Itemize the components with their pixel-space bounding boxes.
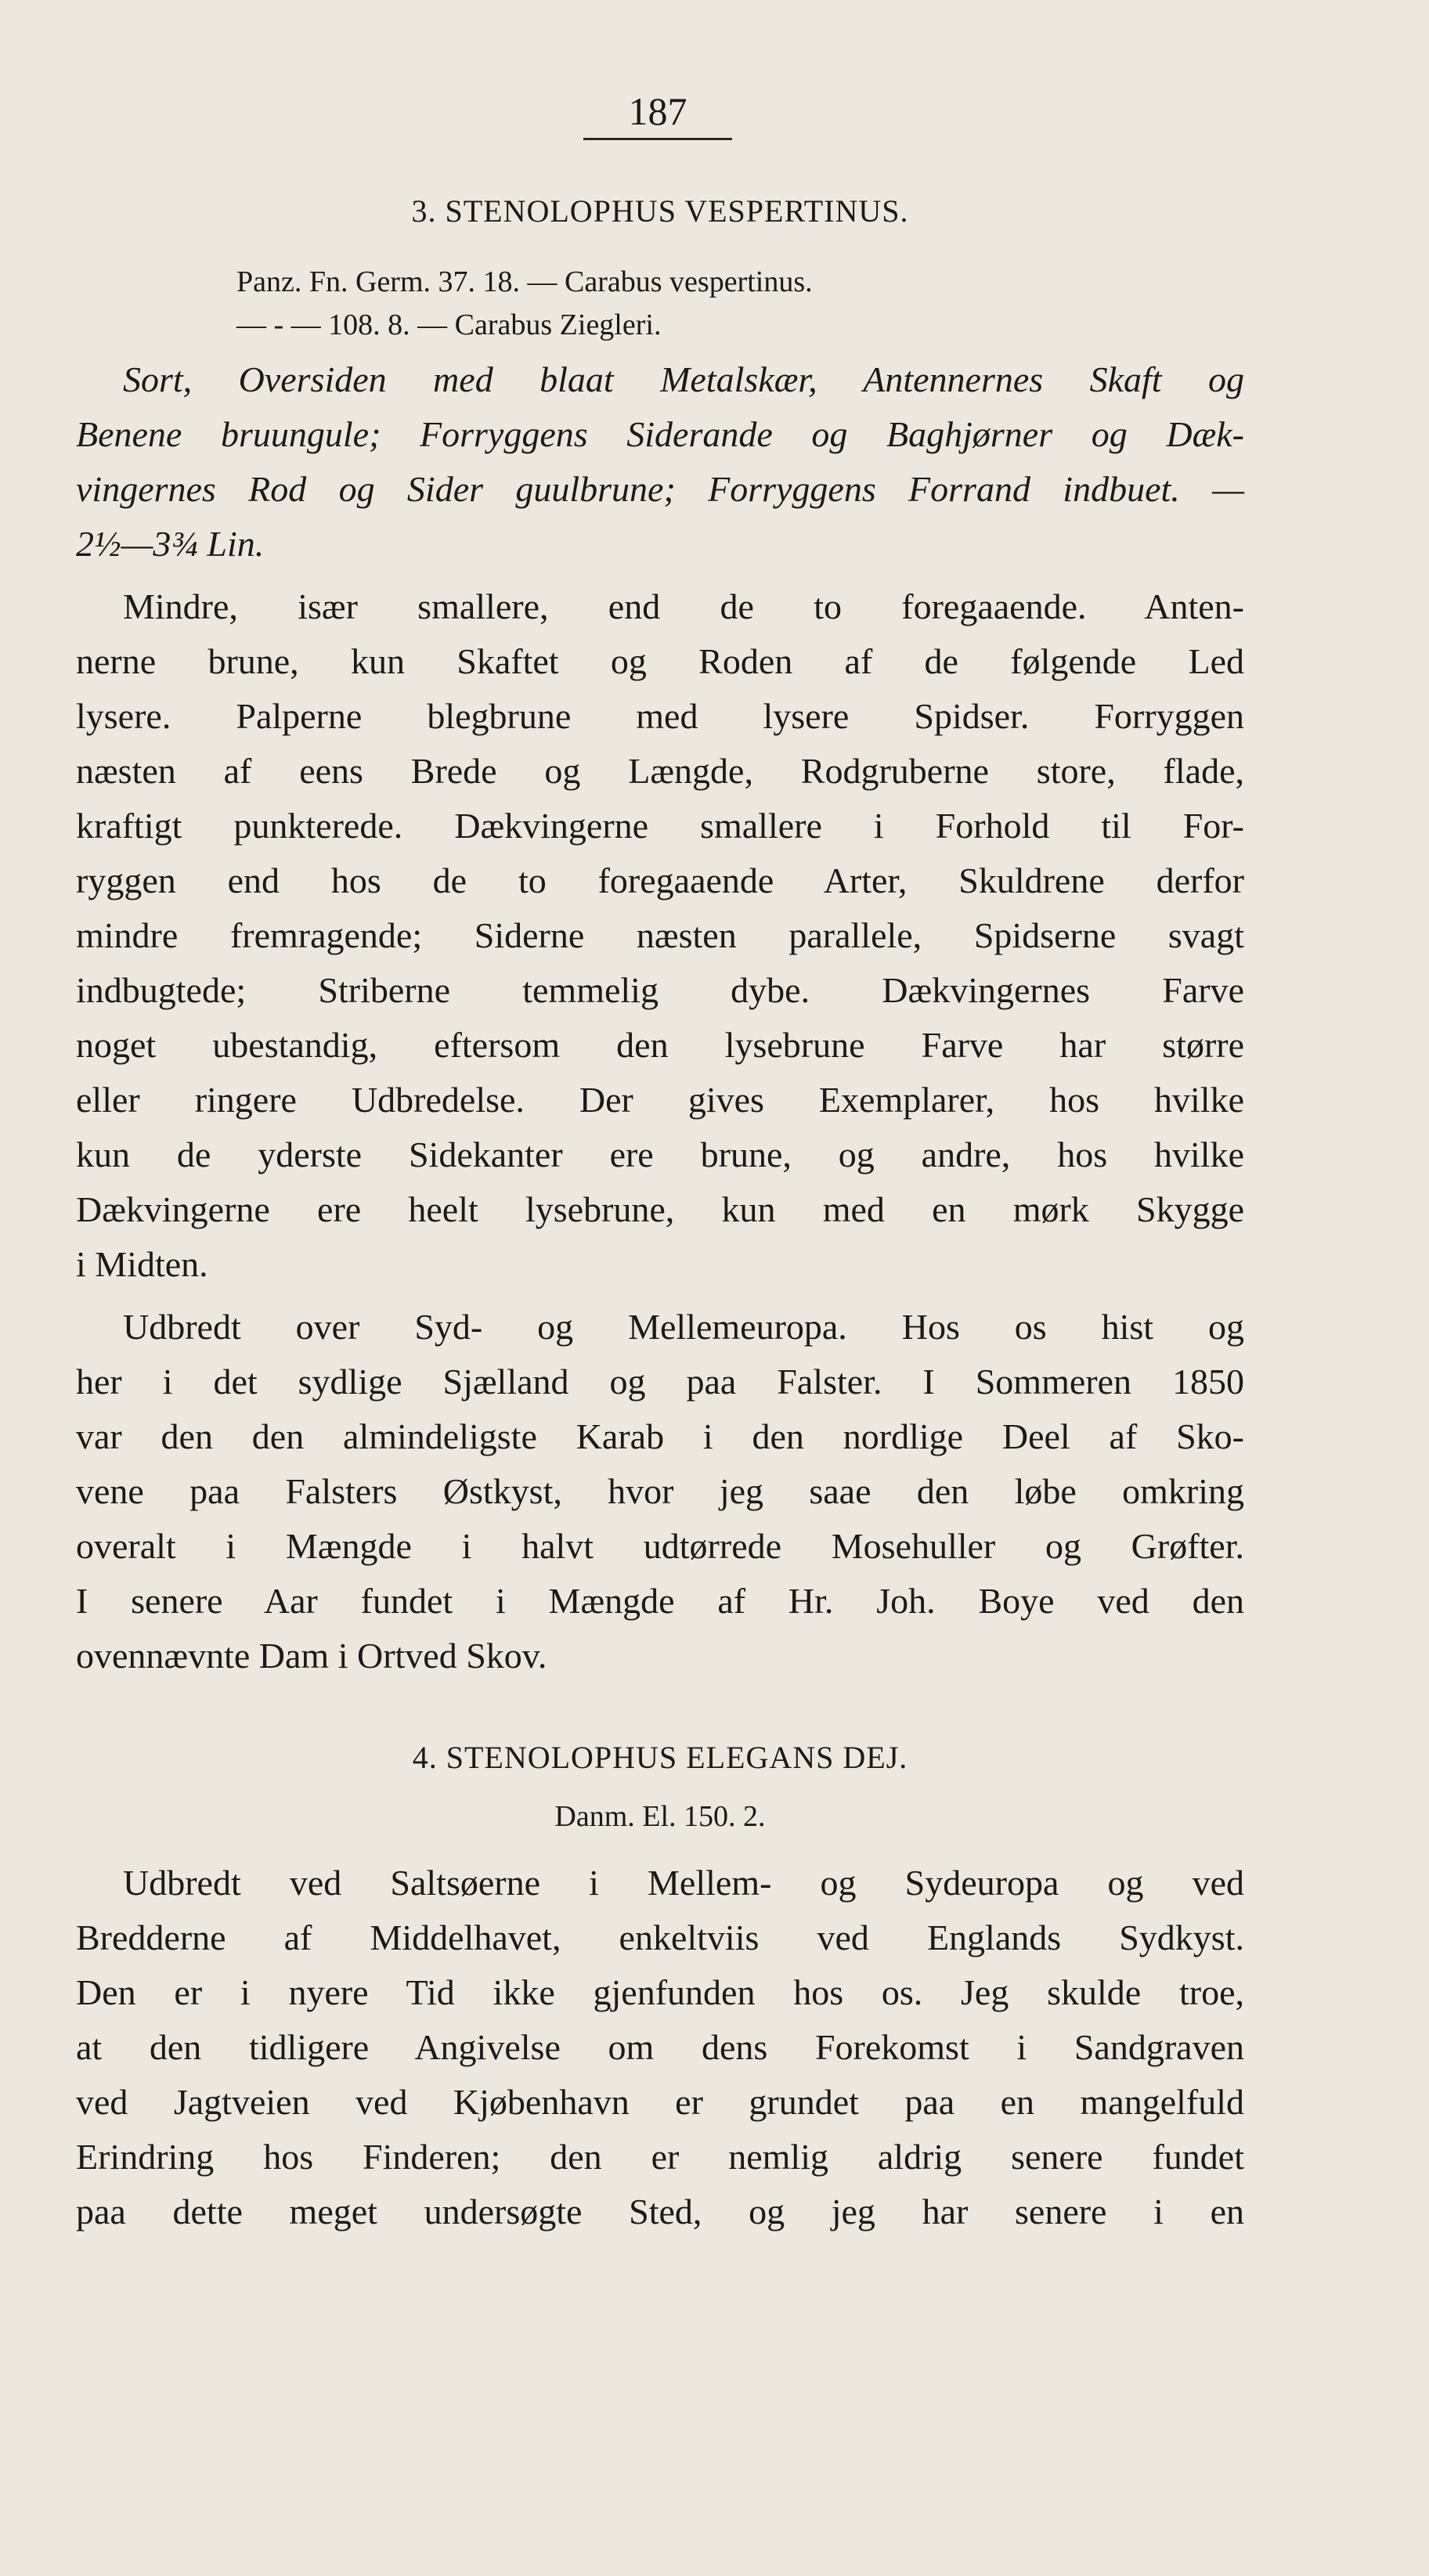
section-4-heading: 4. STENOLOPHUS ELEGANS DEJ. — [412, 1740, 908, 1775]
section-3-distribution-line: Udbredt over Syd- og Mellemeuropa. Hos os hist og — [123, 1307, 1244, 1347]
section-3-body-line: lysere. Palperne blegbrune med lysere Spidser. Forryggen — [76, 696, 1244, 736]
section-3-body-line: i Midten. — [76, 1244, 208, 1284]
section-4-body-line: ved Jagtveien ved Kjøbenhavn er grundet paa en mangelfuld — [76, 2082, 1244, 2122]
section-3-body-line: kraftigt punkterede. Dækvingerne smallere i Forhold til For- — [76, 806, 1244, 846]
section-3-distribution-line: overalt i Mængde i halvt udtørrede Mosehuller og Grøfter. — [76, 1526, 1244, 1566]
section-3-body-line: nerne brune, kun Skaftet og Roden af de følgende Led — [76, 641, 1244, 681]
section-3-description-line: Benene bruungule; Forryggens Siderande og Baghjørner og Dæk- — [76, 414, 1244, 454]
section-3-description-line: Sort, Oversiden med blaat Metalskær, Antennernes Skaft og — [123, 359, 1244, 399]
section-3-body-line: ryggen end hos de to foregaaende Arter, Skuldrene derfor — [76, 860, 1244, 900]
section-3-body-line: næsten af eens Brede og Længde, Rodgruberne store, flade, — [76, 751, 1244, 791]
section-3-distribution-line: var den den almindeligste Karab i den nordlige Deel af Sko- — [76, 1416, 1244, 1456]
section-3-description-line: vingernes Rod og Sider guulbrune; Forryggens Forrand indbuet. — — [76, 469, 1244, 509]
section-3-body-line: eller ringere Udbredelse. Der gives Exemplarer, hos hvilke — [76, 1080, 1244, 1120]
section-3-distribution-line: ovennævnte Dam i Ortved Skov. — [76, 1636, 547, 1676]
section-3-body-line: Mindre, især smallere, end de to foregaaende. Anten- — [123, 586, 1244, 626]
section-3-distribution-line: her i det sydlige Sjælland og paa Falster. I Sommeren 1850 — [76, 1362, 1244, 1402]
section-3-ref-1: Panz. Fn. Germ. 37. 18. — Carabus vespertinus. — [236, 265, 813, 298]
section-4-body-line: Udbredt ved Saltsøerne i Mellem- og Sydeuropa og ved — [123, 1863, 1244, 1903]
section-4-body-line: Erindring hos Finderen; den er nemlig aldrig senere fundet — [76, 2137, 1244, 2177]
section-4-ref: Danm. El. 150. 2. — [554, 1800, 766, 1833]
section-4-body-line: paa dette meget undersøgte Sted, og jeg har senere i en — [76, 2192, 1244, 2231]
section-4-body-line: Den er i nyere Tid ikke gjenfunden hos os. Jeg skulde troe, — [76, 1972, 1244, 2012]
section-3-body-line: kun de yderste Sidekanter ere brune, og andre, hos hvilke — [76, 1135, 1244, 1174]
page-number-rule — [583, 138, 732, 140]
section-3-body-line: noget ubestandig, eftersom den lysebrune Farve har større — [76, 1025, 1244, 1065]
section-3-body-line: mindre fremragende; Siderne næsten parallele, Spidserne svagt — [76, 915, 1244, 955]
section-3-heading: 3. STENOLOPHUS VESPERTINUS. — [411, 193, 909, 229]
page-number: 187 — [628, 89, 687, 133]
section-3-distribution-line: vene paa Falsters Østkyst, hvor jeg saae den løbe omkring — [76, 1471, 1244, 1511]
section-3-body-line: Dækvingerne ere heelt lysebrune, kun med en mørk Skygge — [76, 1189, 1244, 1229]
section-3-ref-2: — - — 108. 8. — Carabus Ziegleri. — [236, 308, 662, 341]
section-4-body-line: Bredderne af Middelhavet, enkeltviis ved Englands Sydkyst. — [76, 1918, 1244, 1957]
section-4-body-line: at den tidligere Angivelse om dens Forekomst i Sandgraven — [76, 2027, 1244, 2067]
section-3-body-line: indbugtede; Striberne temmelig dybe. Dækvingernes Farve — [76, 970, 1244, 1010]
section-3-size: 2½—3¾ Lin. — [76, 524, 265, 564]
section-3-distribution-line: I senere Aar fundet i Mængde af Hr. Joh. Boye ved den — [76, 1581, 1244, 1621]
